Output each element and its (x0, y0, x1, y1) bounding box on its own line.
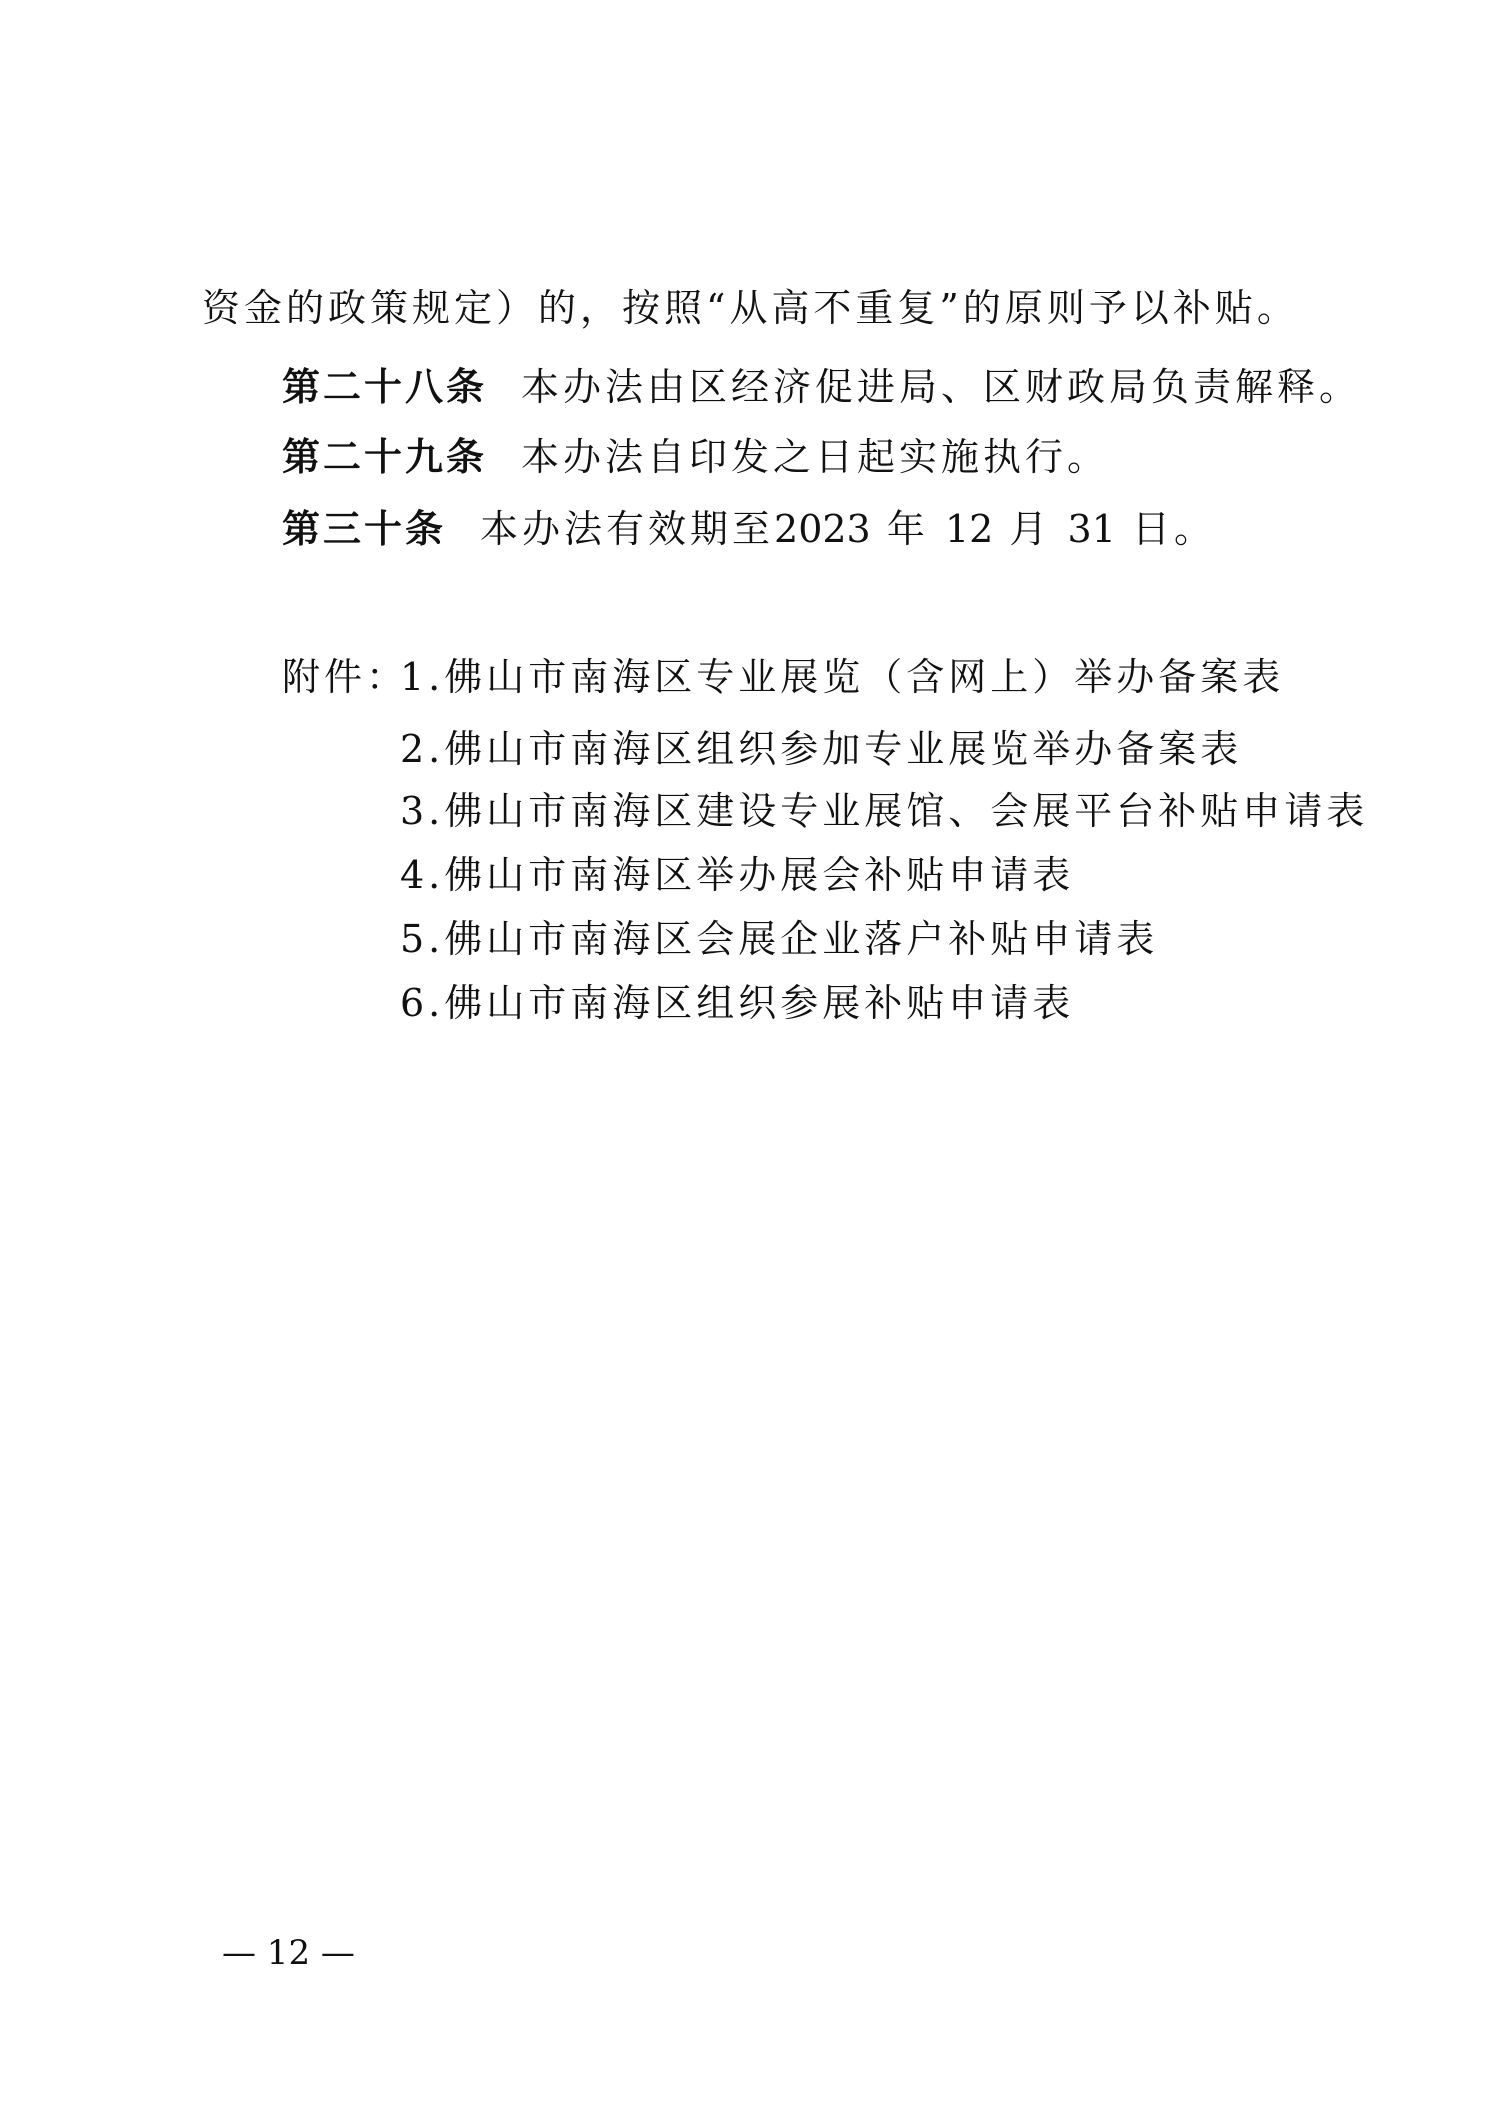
attachment-item (400, 850, 1074, 900)
continuation-text: 资金的政策规定）的，按照“从高不重复”的原则予以补贴。 (202, 286, 1299, 330)
article-30-day-unit: 日。 (1131, 507, 1216, 551)
article-30-year-unit: 年 (886, 507, 929, 551)
attachment-2: 2.佛山市南海区组织参加专业展览举办备案表 (400, 727, 1243, 771)
continuation-paragraph (202, 283, 1299, 333)
attachment-3: 3.佛山市南海区建设专业展馆、会展平台补贴申请表 (400, 789, 1369, 833)
page-number: — 12 — (222, 1933, 355, 1973)
article-30-month: 12 (944, 507, 994, 551)
article-28-heading: 第二十八条 (282, 365, 488, 409)
attachment-item (282, 652, 1284, 702)
article-29-text: 本办法自印发之日起实施执行。 (521, 435, 1110, 479)
attachments-label: 附件： (282, 655, 409, 699)
article-30-year: 2023 (774, 507, 871, 551)
article-29 (282, 432, 1109, 482)
attachment-item (400, 978, 1074, 1028)
article-29-heading: 第二十九条 (282, 435, 488, 479)
attachment-item (400, 724, 1242, 774)
article-30-text: 本办法有效期至 (480, 507, 775, 551)
attachment-item (400, 786, 1368, 836)
article-30-day: 31 (1067, 507, 1116, 551)
article-30-month-unit: 月 (1009, 507, 1052, 551)
attachment-4: 4.佛山市南海区举办展会补贴申请表 (400, 853, 1075, 897)
attachment-1: 1.佛山市南海区专业展览（含网上）举办备案表 (400, 655, 1285, 699)
article-28-text: 本办法由区经济促进局、区财政局负责解释。 (521, 365, 1362, 409)
article-30 (282, 504, 1216, 554)
article-30-heading: 第三十条 (282, 507, 447, 551)
attachment-6: 6.佛山市南海区组织参展补贴申请表 (400, 981, 1075, 1025)
attachment-item (400, 914, 1158, 964)
article-28 (282, 362, 1361, 412)
attachment-5: 5.佛山市南海区会展企业落户补贴申请表 (400, 917, 1159, 961)
